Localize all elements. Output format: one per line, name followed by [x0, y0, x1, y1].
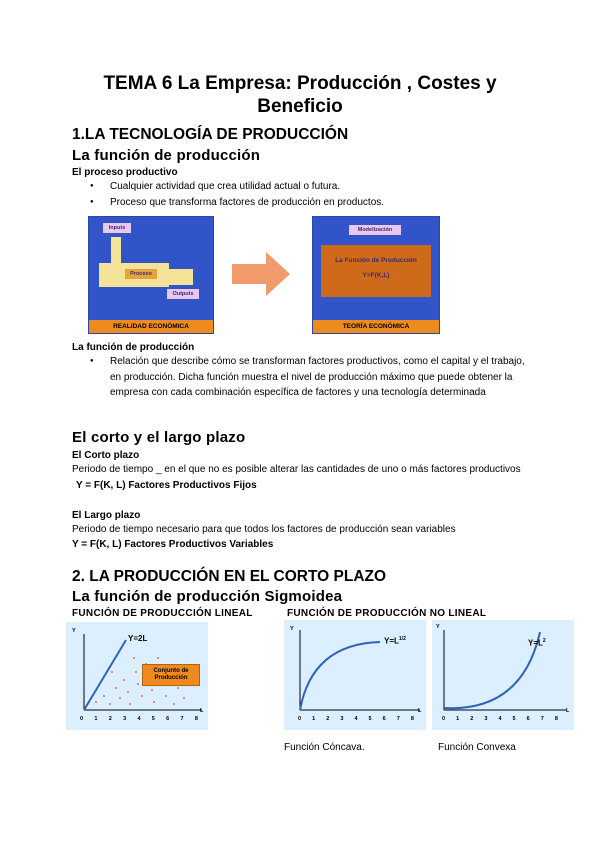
graph-lineal-ticks: [80, 716, 198, 722]
section1-subheading: La función de producción: [72, 147, 261, 164]
tick: 2: [108, 716, 112, 722]
realidad-economica-label: REALIDAD ECONÓMICA: [89, 320, 213, 333]
formula-base: Y=L: [384, 636, 399, 646]
section2-subheading: La función de producción Sigmoidea: [72, 588, 343, 605]
graph-lineal-formula: Y=2L: [128, 634, 148, 643]
graph-convexa-formula: [528, 638, 546, 648]
tick: 7: [396, 716, 400, 722]
formula-base: Y=L: [528, 638, 543, 648]
graph-convexa-ticks: [442, 716, 558, 722]
modelo-line2: Y=F(K,L): [362, 272, 390, 279]
tick: 8: [410, 716, 414, 722]
tick: 7: [180, 716, 184, 722]
graph-lineal-y-axis: Y: [72, 628, 76, 634]
tick: 3: [123, 716, 127, 722]
tick: 1: [456, 716, 460, 722]
modelo-box: [321, 245, 431, 297]
tick: 0: [80, 716, 84, 722]
corto-description: Periodo de tiempo _ en el que no es posible alterar las cantidades de uno o más factores productivos: [72, 464, 521, 475]
graph-convexa-svg: [432, 620, 574, 730]
tick: 6: [526, 716, 530, 722]
tick: 5: [368, 716, 372, 722]
corto-text: [72, 462, 532, 493]
arrow-right-icon: [232, 252, 290, 296]
tick: 6: [166, 716, 170, 722]
graph-concava-ticks: [298, 716, 414, 722]
tick: 4: [498, 716, 502, 722]
section1-heading: 1.LA TECNOLOGÍA DE PRODUCCIÓN: [72, 126, 349, 143]
teoria-economica-diagram: [312, 216, 440, 334]
graph-convexa: [432, 620, 574, 730]
graph-concava-x-axis: L: [418, 708, 422, 714]
tick: 5: [151, 716, 155, 722]
graph-lineal: [66, 622, 208, 730]
caption-concava: Función Cóncava.: [284, 742, 365, 753]
formula-exp: 2: [542, 638, 546, 644]
largo-heading: El Largo plazo: [72, 510, 141, 521]
tick: 4: [137, 716, 141, 722]
machine-outlet: [169, 269, 193, 285]
graph-concava-y-axis: Y: [290, 626, 294, 632]
tick: 3: [340, 716, 344, 722]
modelo-line1: La Función de Producción: [335, 257, 417, 264]
corto-formula: Y = F(K, L) Factores Productivos Fijos: [76, 479, 257, 491]
largo-formula: Y = F(K, L) Factores Productivos Variables: [72, 539, 274, 550]
tick: 4: [354, 716, 358, 722]
tick: 0: [298, 716, 302, 722]
plazo-heading: El corto y el largo plazo: [72, 429, 246, 446]
outputs-label: Outputs: [167, 289, 199, 299]
caption-convexa: Función Convexa: [438, 742, 516, 753]
section2-heading: 2. LA PRODUCCIÓN EN EL CORTO PLAZO: [72, 568, 387, 585]
proceso-label: Proceso: [125, 269, 157, 279]
nolineal-label: FUNCIÓN DE PRODUCCIÓN NO LINEAL: [287, 608, 487, 619]
line-y-2l: [84, 640, 126, 710]
graph-lineal-x-axis: L: [200, 708, 204, 714]
tick: 3: [484, 716, 488, 722]
teoria-economica-label: TEORÍA ECONÓMICA: [313, 320, 439, 333]
tick: 8: [554, 716, 558, 722]
tick: 2: [470, 716, 474, 722]
modelizacion-label: Modelización: [349, 225, 401, 235]
page-title: TEMA 6 La Empresa: Producción , Costes y Beneficio: [103, 73, 497, 117]
tick: 7: [540, 716, 544, 722]
graph-concava-formula: [384, 636, 406, 646]
tick: 0: [442, 716, 446, 722]
graph-convexa-y-axis: Y: [436, 624, 440, 630]
tick: 2: [326, 716, 330, 722]
tick: 1: [94, 716, 98, 722]
lineal-label: FUNCIÓN DE PRODUCCIÓN LINEAL: [72, 608, 253, 619]
tick: 8: [194, 716, 198, 722]
concave-curve: [300, 642, 380, 710]
conjunto-produccion-box: Conjunto de Producción: [142, 664, 200, 686]
largo-text: Periodo de tiempo necesario para que todos los factores de producción sean variables: [72, 524, 456, 535]
tick: 6: [382, 716, 386, 722]
inputs-label: Inputs: [103, 223, 131, 233]
tick: 1: [312, 716, 316, 722]
proceso-bullet-2: ● Proceso que transforma factores de producción en productos.: [72, 195, 532, 211]
proceso-bullet-1: ● Cualquier actividad que crea utilidad actual o futura.: [72, 179, 532, 195]
graph-convexa-x-axis: L: [566, 708, 570, 714]
realidad-economica-diagram: [88, 216, 214, 334]
formula-exp: 1/2: [398, 636, 406, 642]
convex-curve: [444, 632, 540, 708]
graph-concava: [284, 620, 426, 730]
proceso-heading: El proceso productivo: [72, 167, 178, 178]
funcion-bullet: ● Relación que describe cómo se transforman factores productivos, como el capital y el trabajo, en producción. Dicha función muestra el nivel de producción máximo que puede obtener la empresa con cada combinación específica de factores y una tecnología determinada: [72, 354, 538, 401]
tick: 5: [512, 716, 516, 722]
corto-heading: El Corto plazo: [72, 450, 140, 461]
funcion-heading: La función de producción: [72, 342, 195, 353]
